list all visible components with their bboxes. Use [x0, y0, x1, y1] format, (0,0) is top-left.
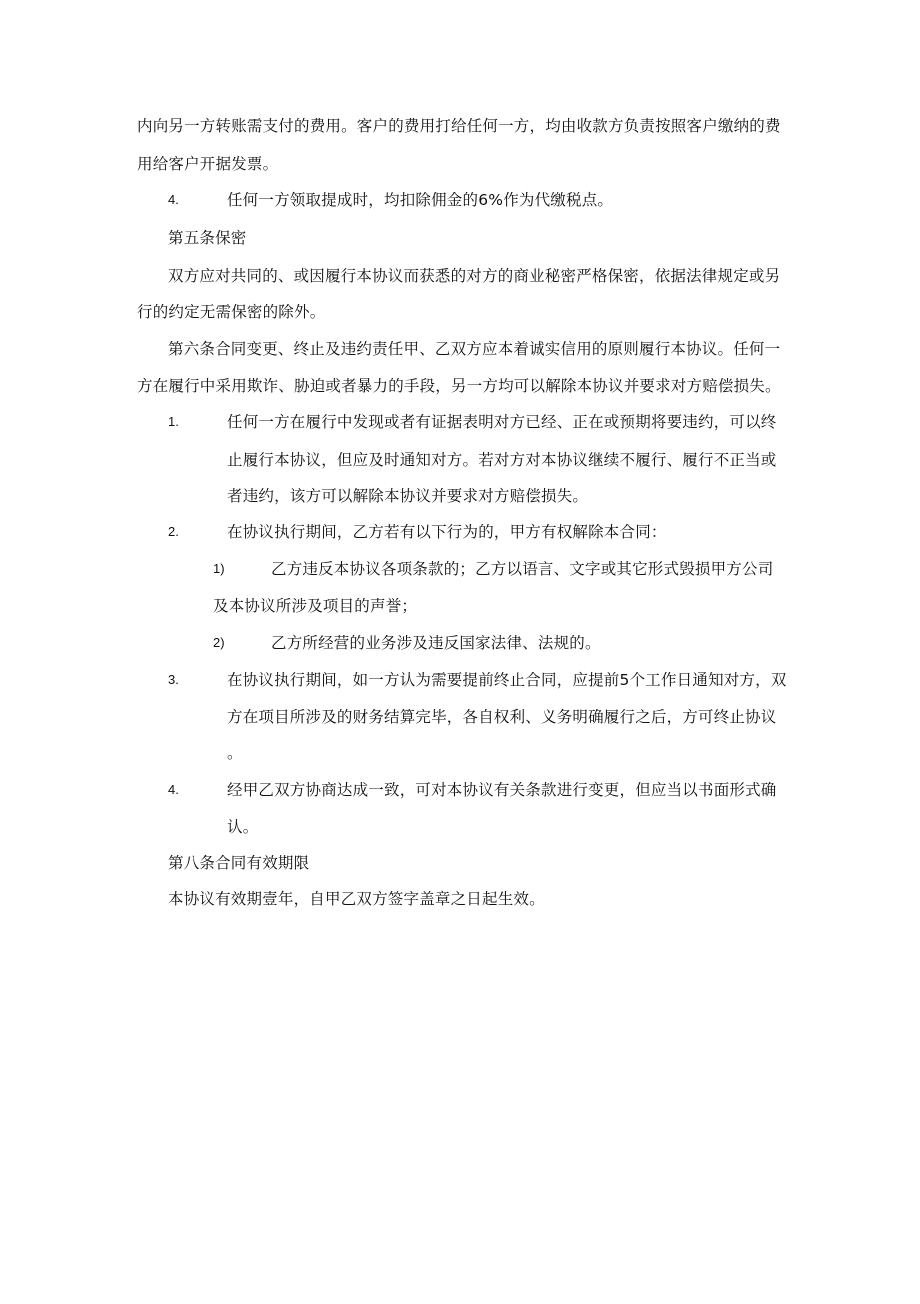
article-8-title: 第八条合同有效期限 [168, 854, 310, 872]
subitem-number: 2) [213, 635, 225, 650]
subitem-line: 及本协议所涉及项目的声誉； [213, 597, 418, 615]
item-number: 2. [168, 524, 179, 539]
clause-text: 任何一方领取提成时，均扣除佣金的6%作为代缴税点。 [227, 191, 614, 209]
item-line: 任何一方在履行中发现或者有证据表明对方已经、正在或预期将要违约，可以终 [227, 413, 777, 431]
item-number: 3. [168, 672, 179, 687]
article-5-title: 第五条保密 [168, 229, 247, 247]
item-line: 止履行本协议，但应及时通知对方。若对方对本协议继续不履行、履行不正当或 [227, 451, 777, 469]
intro-line-1: 内向另一方转账需支付的费用。客户的费用打给任何一方，均由收款方负责按照客户缴纳的费 [137, 117, 781, 135]
article-6-line-1: 第六条合同变更、终止及违约责任甲、乙双方应本着诚实信用的原则履行本协议。任何一 [168, 340, 781, 358]
item-line: 认。 [227, 818, 259, 836]
article-6-line-2: 方在履行中采用欺诈、胁迫或者暴力的手段，另一方均可以解除本协议并要求对方赔偿损失。 [137, 377, 781, 395]
item-line: 在协议执行期间，乙方若有以下行为的，甲方有权解除本合同： [227, 523, 667, 541]
item-line: 者违约，该方可以解除本协议并要求对方赔偿损失。 [227, 487, 589, 505]
article-5-line-1: 双方应对共同的、或因履行本协议而获悉的对方的商业秘密严格保密，依据法律规定或另 [168, 267, 781, 285]
clause-number: 4. [168, 192, 179, 207]
subitem-line: 乙方所经营的业务涉及违反国家法律、法规的。 [271, 634, 601, 652]
item-line: 经甲乙双方协商达成一致，可对本协议有关条款进行变更，但应当以书面形式确 [227, 781, 777, 799]
subitem-number: 1) [213, 561, 225, 576]
item-line: 在协议执行期间，如一方认为需要提前终止合同，应提前5个工作日通知对方，双 [227, 671, 787, 689]
article-8-line-1: 本协议有效期壹年，自甲乙双方签字盖章之日起生效。 [168, 890, 545, 908]
item-number: 4. [168, 782, 179, 797]
item-number: 1. [168, 414, 179, 429]
item-line: 方在项目所涉及的财务结算完毕，各自权利、义务明确履行之后，方可终止协议 [227, 708, 777, 726]
article-5-line-2: 行的约定无需保密的除外。 [137, 303, 326, 321]
intro-line-2: 用给客户开据发票。 [137, 155, 279, 173]
subitem-line: 乙方违反本协议各项条款的；乙方以语言、文字或其它形式毁损甲方公司 [271, 560, 774, 578]
item-line: 。 [227, 744, 243, 762]
